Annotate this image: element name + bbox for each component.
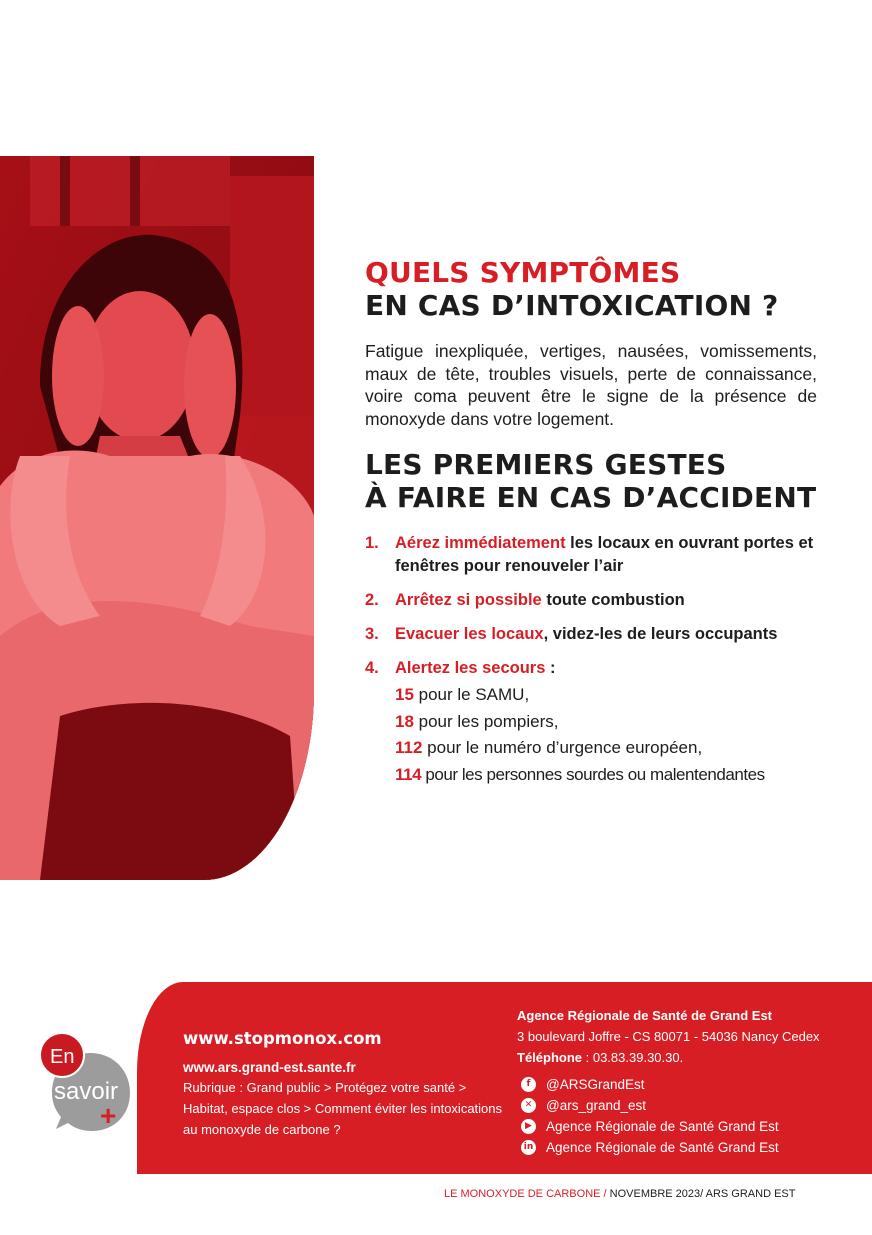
stopmonox-link[interactable]: www.stopmonox.com — [183, 1029, 382, 1048]
symptoms-title — [365, 256, 817, 322]
emergency-contacts — [395, 682, 817, 788]
step-highlight: Aérez immédiatement — [395, 534, 566, 552]
linkedin-icon: in — [521, 1140, 536, 1155]
contact-number: 112 — [395, 738, 423, 757]
symptoms-title-line2: EN CAS D’INTOXICATION ? — [365, 289, 779, 322]
step-text: : — [545, 659, 556, 677]
badge-en: En — [50, 1046, 75, 1068]
step-number: 4. — [365, 659, 379, 677]
step-3 — [365, 623, 817, 646]
contact-number: 18 — [395, 711, 414, 731]
first-aid-title — [365, 448, 817, 514]
step-4 — [365, 657, 817, 788]
step-text: les locaux en ouvrant portes et fenêtres pour renouveler l’air — [395, 534, 814, 575]
social-label: @ars_grand_est — [546, 1098, 647, 1113]
agency-phone — [517, 1047, 857, 1068]
en-savoir-plus-badge — [38, 1031, 138, 1135]
footer-topic: LE MONOXYDE DE CARBONE / — [444, 1188, 607, 1200]
page-footer-line — [444, 1188, 795, 1200]
symptoms-title-line1: QUELS SYMPTÔMES — [365, 256, 681, 289]
social-label: Agence Régionale de Santé Grand Est — [546, 1140, 779, 1155]
contact-samu — [395, 682, 817, 709]
ars-website-link[interactable]: www.ars.grand-est.sante.fr — [183, 1060, 356, 1075]
first-aid-title-line1: LES PREMIERS GESTES — [365, 448, 727, 481]
step-text: , videz-les de leurs occupants — [543, 625, 778, 643]
step-text: toute combustion — [541, 591, 685, 609]
contact-text: pour le numéro d’urgence européen, — [422, 738, 703, 757]
contact-text: pour le SAMU, — [413, 685, 530, 704]
facebook-icon: f — [521, 1077, 536, 1092]
social-label: Agence Régionale de Santé Grand Est — [546, 1119, 779, 1134]
contact-number: 114 — [395, 764, 422, 784]
agency-contact — [517, 1005, 857, 1068]
step-highlight: Arrêtez si possible — [395, 591, 542, 609]
symptoms-text: Fatigue inexpliquée, vertiges, nausées, vomissements, maux de tête, troubles visuels, perte de connaissance, voire coma peuvent être le signe de la présence de monoxyde dans votre logement. — [365, 341, 817, 429]
x-twitter-icon: ✕ — [521, 1098, 536, 1113]
contact-text: pour les personnes sourdes ou malentendantes — [421, 764, 765, 784]
step-number: 2. — [365, 591, 379, 609]
social-linkedin[interactable] — [521, 1137, 779, 1158]
social-label: @ARSGrandEst — [546, 1077, 645, 1092]
first-aid-title-line2: À FAIRE EN CAS D’ACCIDENT — [365, 481, 817, 514]
rubrique-path: Rubrique : Grand public > Protégez votre santé > Habitat, espace clos > Comment éviter les intoxications au monoxyde de carbone ? — [183, 1080, 503, 1137]
step-2 — [365, 589, 817, 612]
step-number: 3. — [365, 625, 379, 643]
step-highlight: Evacuer les locaux — [395, 625, 544, 643]
youtube-icon: ▶ — [521, 1119, 536, 1134]
contact-pompiers — [395, 709, 817, 736]
step-highlight: Alertez les secours — [395, 659, 546, 677]
social-youtube[interactable] — [521, 1116, 779, 1137]
step-1 — [365, 532, 817, 578]
contact-text: pour les pompiers, — [413, 711, 559, 731]
photo-illustration — [0, 156, 314, 880]
headache-photo — [0, 156, 314, 880]
step-number: 1. — [365, 534, 379, 552]
contact-number: 15 — [395, 685, 414, 704]
social-facebook[interactable] — [521, 1074, 779, 1095]
badge-savoir: savoir — [54, 1078, 119, 1105]
phone-number: : 03.83.39.30.30. — [582, 1050, 684, 1065]
agency-address: 3 boulevard Joffre - CS 80071 - 54036 Nancy Cedex — [517, 1029, 820, 1044]
phone-label: Téléphone — [517, 1050, 583, 1065]
social-links — [521, 1074, 779, 1158]
contact-urgence-europeen — [395, 735, 817, 762]
badge-plus: + — [100, 1100, 117, 1131]
contact-sourdes — [395, 762, 817, 789]
social-x[interactable] — [521, 1095, 779, 1116]
first-aid-steps — [365, 532, 817, 788]
agency-name: Agence Régionale de Santé de Grand Est — [517, 1008, 773, 1023]
footer-date-source: NOVEMBRE 2023/ ARS GRAND EST — [606, 1188, 796, 1200]
